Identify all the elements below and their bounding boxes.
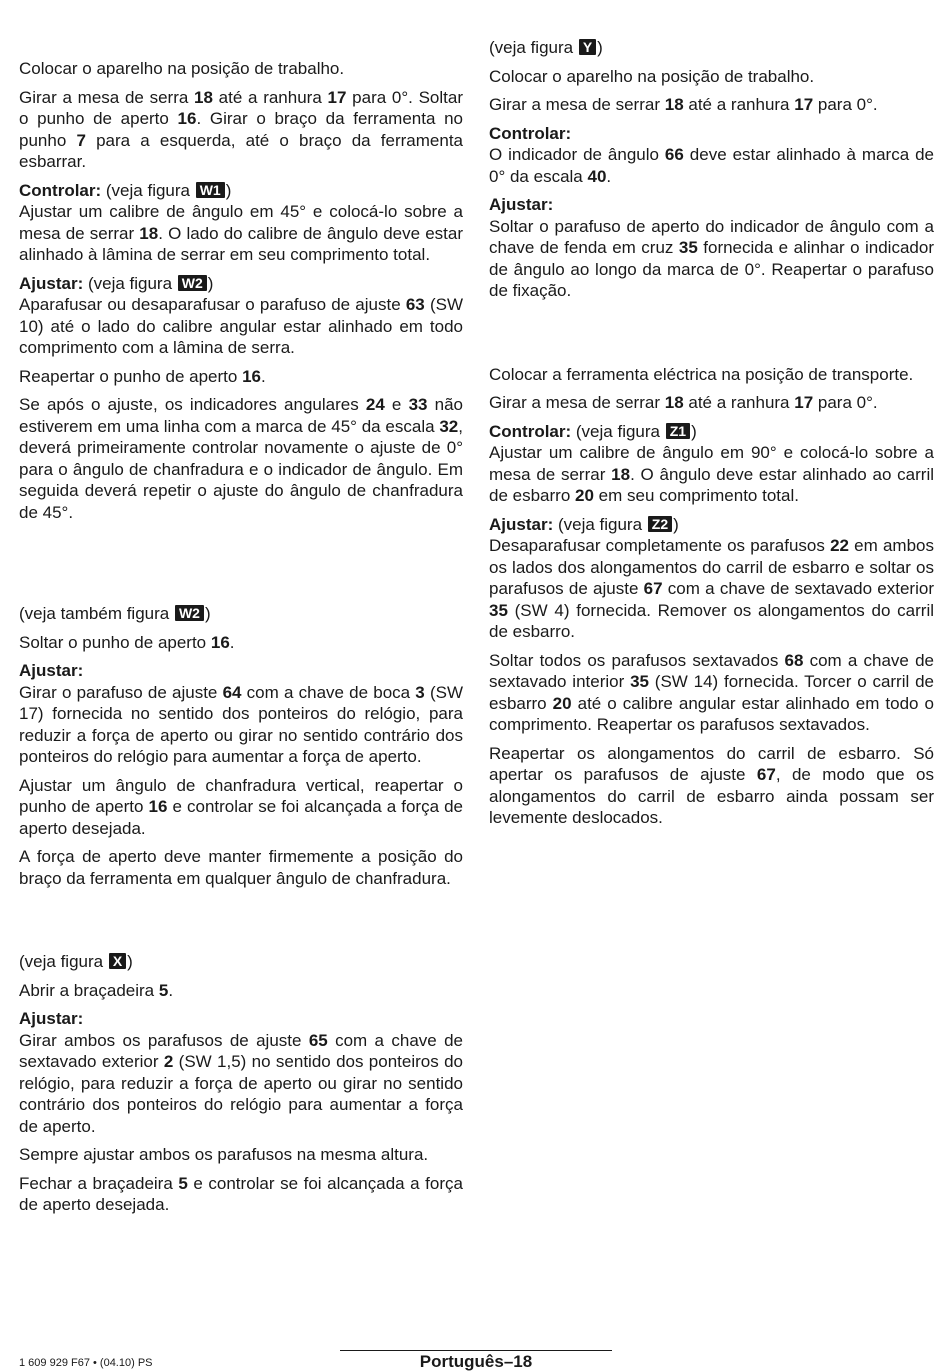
text-run: (SW 17) fornecida no sentido dos ponteiros do relógio, para reduzir a força de aperto ou girar no sentido contrário dos ponteiros do relógio para aumentar a força de aperto. [19,682,463,766]
figure-ref-text: (veja figura [101,180,195,200]
text-run: . [168,980,174,1000]
text-run: para a esquerda, até o braço da ferramenta esbarrar. [19,130,463,171]
text-run: Girar a mesa de serra [19,87,195,107]
reference-number: 32 [439,416,459,436]
text-run: Ajustar um calibre de ângulo em 45° e colocá-lo sobre a mesa de serrar [19,202,463,243]
text-run: Soltar todos os parafusos sextavados [489,650,785,670]
reference-number: 66 [664,145,684,164]
paragraph [19,366,463,388]
reference-number: 63 [405,295,425,314]
text-run: com a chave de sextavado exterior [662,579,934,598]
text-run: com a chave de sextavado exterior [19,1030,463,1071]
reference-number: 18 [194,87,213,107]
text-run: . O ângulo deve estar alinhado ao carril de esbarro [489,464,934,505]
figure-ref [19,951,463,973]
reference-number: 16 [210,632,230,652]
figure-ref-text: ) [207,273,214,293]
document-code: 1 609 929 F67 • (04.10) PS [19,1357,153,1369]
text-run: , de modo que os alongamentos do carril de esbarro ainda possam ser levemente deslocados. [489,765,934,827]
text-run: . [606,166,612,186]
paragraph: Sempre ajustar ambos os parafusos na mesma altura. [19,1145,429,1164]
paragraph [489,144,934,187]
reference-number: 7 [76,130,86,150]
text-run: e controlar se foi alcançada a força de aperto desejada. [19,797,463,838]
ajustar-heading: Ajustar: [19,661,84,680]
ajustar-heading: Ajustar: [489,195,554,214]
reference-number: 64 [222,682,242,702]
text-run: Abrir a braçadeira [19,980,159,1000]
reference-number: 24 [365,395,385,414]
text-run: Reapertar os alongamentos do carril de esbarro. Só apertar os parafusos de ajuste [489,743,934,784]
reference-number: 18 [611,464,631,484]
text-run: . [260,366,266,386]
reference-number: 67 [643,579,663,598]
text-run: não estiverem em uma linha com a marca de 45° da escala [19,395,464,436]
reference-number: 18 [664,95,684,114]
text-run: (SW 4) fornecida. Remover os alongamentos do carril de esbarro. [489,600,934,641]
paragraph [489,743,934,829]
reference-number: 3 [415,682,425,702]
figure-ref-text: ) [691,421,697,441]
paragraph [489,216,934,302]
text-run: O indicador de ângulo [489,145,665,164]
reference-number: 20 [552,693,572,713]
text-run: deve estar alinhado à marca de 0° da escala [489,145,935,186]
reference-number: 2 [163,1052,174,1071]
figure-badge: Y [579,39,596,55]
figure-badge: W1 [196,182,225,198]
text-run: Ajustar um calibre de ângulo em 90° e colocá-lo sobre a mesa de serrar [489,443,934,484]
text-run: Reapertar o punho de aperto [19,366,243,386]
text-run: Desaparafusar completamente os parafusos [489,536,831,555]
ajustar-label: Ajustar: [19,273,84,293]
text-run: Girar a mesa de serrar [489,393,665,412]
ajustar-label: Ajustar: [489,514,554,534]
text-run: até a ranhura [683,393,795,412]
reference-number: 40 [587,166,607,186]
reference-number: 35 [678,238,698,257]
controlar-heading [489,421,934,443]
text-run: Soltar o parafuso de aperto do indicador de ângulo com a chave de fenda em cruz [489,216,934,257]
text-run: Soltar o punho de aperto [19,632,211,652]
reference-number: 20 [575,486,594,505]
paragraph [19,775,463,840]
text-run: . Girar o braço da ferramenta no punho [19,109,464,150]
text-run: Ajustar um ângulo de chanfradura vertical, reapertar o punho de aperto [19,775,463,816]
reference-number: 16 [177,109,197,128]
figure-ref [489,37,934,59]
text-run: Se após o ajuste, os indicadores angulares [19,395,366,414]
controlar-label: Controlar: [19,180,102,200]
paragraph [489,94,934,116]
figure-ref-text: (veja figura [571,421,665,441]
paragraph [19,1030,463,1138]
ajustar-heading: Ajustar: [19,1009,84,1028]
paragraph: Colocar o aparelho na posição de trabalho. [489,66,815,86]
text-run: Aparafusar ou desaparafusar o parafuso de ajuste [19,295,406,314]
text-run: Girar o parafuso de ajuste [19,682,223,702]
right-column [489,37,934,836]
figure-badge: W2 [178,275,207,291]
text-run: para 0°. Soltar o punho de aperto [19,87,463,128]
text-run: e [384,395,409,414]
figure-badge: Z1 [666,423,690,439]
reference-number: 67 [756,765,776,784]
reference-number: 17 [794,393,814,412]
figure-ref-text: (veja também figura [19,604,174,623]
text-run: , deverá primeiramente controlar novamente o ajuste de 0° para o ângulo de chanfradura e o indicador de ângulo. Em seguida deverá repetir o ajuste do ângulo de chanfradura de 45°. [19,416,463,522]
reference-number: 5 [158,980,169,1000]
reference-number: 5 [178,1173,188,1193]
text-run: até o calibre angular estar alinhado em todo o comprimento. Reapertar os parafusos sextavados. [489,693,934,734]
reference-number: 35 [630,672,649,691]
figure-ref-text: ) [204,604,211,623]
paragraph [489,650,934,736]
reference-number: 33 [408,395,428,414]
figure-ref-text: (veja figura [489,38,578,57]
reference-number: 65 [308,1030,328,1050]
reference-number: 68 [784,650,804,670]
figure-ref-text: ) [225,180,232,200]
reference-number: 17 [327,87,347,107]
reference-number: 16 [148,797,168,816]
reference-number: 22 [830,536,849,555]
text-run: para 0°. [813,393,878,412]
text-run: (SW 14) fornecida. Torcer o carril de esbarro [489,672,934,713]
reference-number: 16 [242,366,261,386]
controlar-label: Controlar: [489,421,572,441]
figure-ref-text: ) [597,38,603,57]
text-run: Girar ambos os parafusos de ajuste [19,1030,309,1050]
figure-ref-text: (veja figura [83,273,177,293]
paragraph [19,682,463,768]
figure-badge: W2 [175,605,204,621]
figure-ref-text: ) [127,952,133,971]
reference-number: 18 [139,223,159,243]
controlar-heading: Controlar: [489,123,572,143]
text-run: (SW 1,5) no sentido dos ponteiros do relógio, para reduzir a força de aperto ou girar no sentido contrário dos ponteiros do relógio para aumentar a força de aperto. [19,1052,463,1136]
paragraph: A força de aperto deve manter firmemente a posição do braço da ferramenta em qualquer ângulo de chanfradura. [19,847,463,888]
text-run: com a chave de sextavado interior [489,650,934,691]
figure-badge: Z2 [648,516,672,532]
text-run: em seu comprimento total. [593,486,799,505]
ajustar-heading [19,273,463,295]
figure-ref [19,603,463,625]
text-run: Fechar a braçadeira [19,1173,179,1193]
paragraph [19,87,463,173]
text-run: . O lado do calibre de ângulo deve estar alinhado à lâmina de serrar em seu comprimento total. [19,223,464,264]
footer-rule [340,1350,612,1351]
text-run: para 0°. [813,95,878,114]
paragraph [19,1173,463,1216]
left-column [19,37,463,1223]
paragraph [19,294,463,359]
text-run: Girar a mesa de serrar [489,95,665,114]
figure-badge: X [109,953,126,969]
paragraph [489,392,934,414]
ajustar-heading [489,514,934,536]
figure-ref-text: ) [673,514,679,534]
text-run: até a ranhura [683,95,795,114]
reference-number: 17 [794,95,814,114]
text-run: e controlar se foi alcançada a força de aperto desejada. [19,1173,463,1214]
page-number: Português–18 [419,1352,533,1371]
text-run: fornecida e alinhar o indicador de ângulo ao longo da marca de 0°. Reapertar o parafuso de fixação. [489,238,934,300]
reference-number: 35 [489,600,508,620]
paragraph: Colocar o aparelho na posição de trabalho. [19,59,345,78]
paragraph [19,632,463,654]
paragraph [19,980,463,1002]
text-run: em ambos os lados dos alongamentos do carril de esbarro e soltar os parafusos de ajuste [489,536,934,598]
paragraph [489,442,934,507]
paragraph [489,535,934,643]
text-run: com a chave de boca [241,682,416,702]
reference-number: 18 [664,393,684,412]
text-run: . [229,632,235,652]
paragraph [19,394,463,523]
text-run: até a ranhura [212,87,328,107]
figure-ref-text: (veja figura [553,514,647,534]
paragraph: Colocar a ferramenta eléctrica na posição de transporte. [489,364,914,384]
text-run: (SW 10) até o lado do calibre angular estar alinhado em todo comprimento com a lâmina de serra. [19,295,463,357]
figure-ref-text: (veja figura [19,952,108,971]
controlar-heading [19,180,463,202]
paragraph [19,201,463,266]
